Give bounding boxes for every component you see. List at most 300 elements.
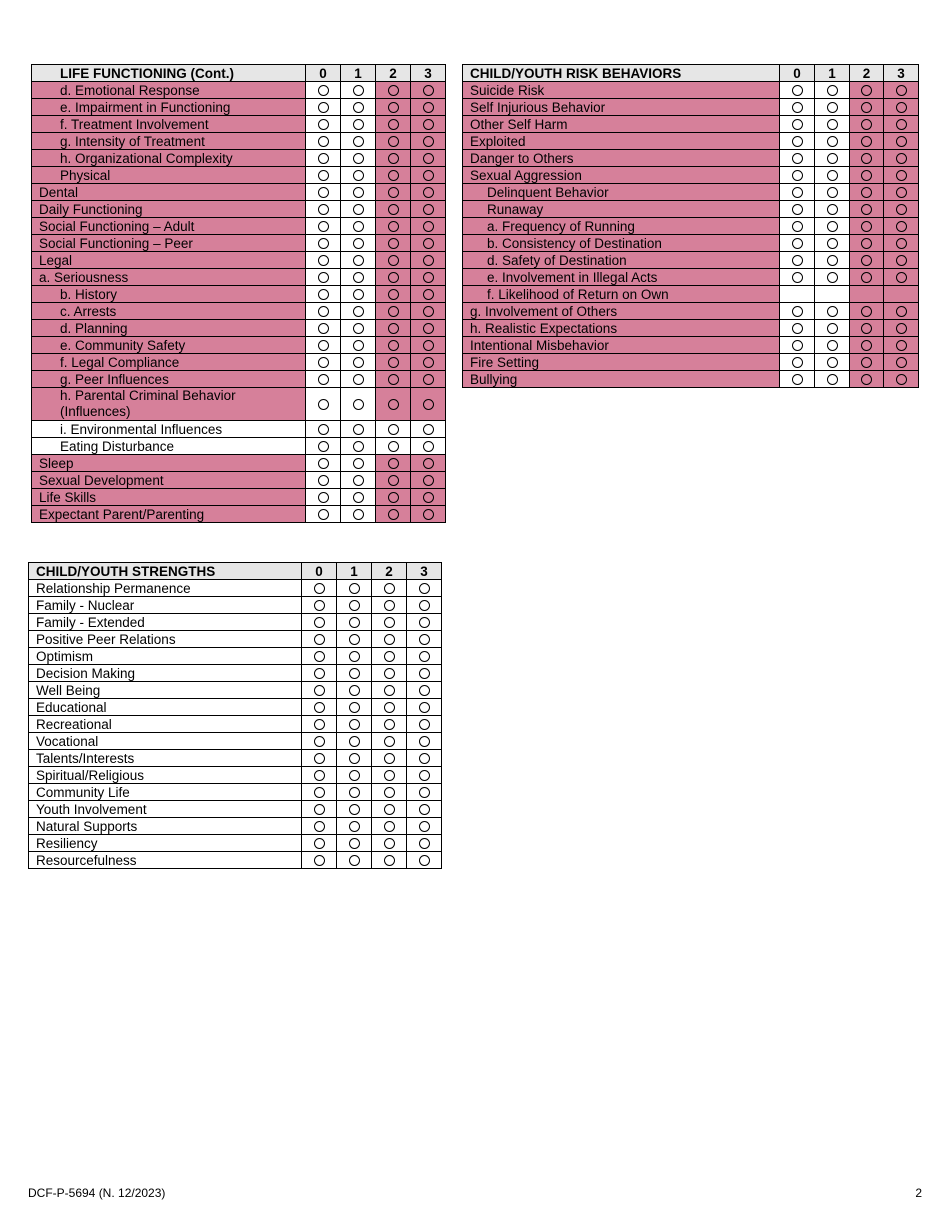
rating-radio-2[interactable]	[388, 399, 399, 410]
rating-radio-1[interactable]	[349, 821, 360, 832]
rating-radio-1[interactable]	[353, 340, 364, 351]
rating-cell-0	[306, 252, 341, 269]
item-label: e. Involvement in Illegal Acts	[463, 269, 780, 286]
rating-radio-0[interactable]	[314, 600, 325, 611]
rating-radio-1[interactable]	[827, 357, 838, 368]
rating-radio-1[interactable]	[827, 136, 838, 147]
rating-radio-1[interactable]	[827, 340, 838, 351]
rating-cell-1	[815, 82, 850, 99]
rating-radio-3[interactable]	[423, 340, 434, 351]
rating-radio-2[interactable]	[861, 238, 872, 249]
rating-radio-0[interactable]	[314, 736, 325, 747]
rating-radio-3[interactable]	[423, 170, 434, 181]
rating-radio-1[interactable]	[827, 221, 838, 232]
rating-radio-0[interactable]	[792, 255, 803, 266]
column-header: 1	[337, 563, 372, 580]
rating-radio-2[interactable]	[388, 458, 399, 469]
rating-radio-1[interactable]	[349, 855, 360, 866]
rating-radio-3[interactable]	[419, 702, 430, 713]
rating-radio-3[interactable]	[896, 272, 907, 283]
rating-radio-3[interactable]	[896, 136, 907, 147]
rating-radio-1[interactable]	[349, 668, 360, 679]
rating-radio-1[interactable]	[827, 119, 838, 130]
rating-radio-3[interactable]	[419, 634, 430, 645]
rating-radio-3[interactable]	[419, 753, 430, 764]
rating-radio-2[interactable]	[384, 668, 395, 679]
rating-radio-1[interactable]	[827, 323, 838, 334]
rating-radio-0[interactable]	[792, 102, 803, 113]
rating-radio-0[interactable]	[318, 323, 329, 334]
rating-radio-1[interactable]	[353, 153, 364, 164]
rating-radio-1[interactable]	[353, 458, 364, 469]
rating-cell-2	[372, 818, 407, 835]
rating-radio-2[interactable]	[384, 702, 395, 713]
rating-radio-2[interactable]	[384, 787, 395, 798]
rating-radio-1[interactable]	[827, 187, 838, 198]
rating-radio-0[interactable]	[318, 458, 329, 469]
rating-radio-2[interactable]	[861, 323, 872, 334]
table-row	[32, 371, 446, 388]
rating-radio-1[interactable]	[353, 492, 364, 503]
rating-radio-0[interactable]	[318, 492, 329, 503]
table-row	[32, 269, 446, 286]
rating-radio-2[interactable]	[861, 255, 872, 266]
rating-radio-2[interactable]	[384, 770, 395, 781]
rating-radio-0[interactable]	[314, 787, 325, 798]
rating-radio-3[interactable]	[896, 340, 907, 351]
rating-radio-0[interactable]	[318, 399, 329, 410]
rating-radio-0[interactable]	[314, 804, 325, 815]
rating-radio-0[interactable]	[314, 753, 325, 764]
rating-radio-2[interactable]	[388, 85, 399, 96]
rating-radio-1[interactable]	[349, 787, 360, 798]
rating-radio-0[interactable]	[318, 475, 329, 486]
rating-radio-3[interactable]	[896, 357, 907, 368]
rating-radio-2[interactable]	[388, 475, 399, 486]
rating-radio-2[interactable]	[861, 136, 872, 147]
rating-radio-0[interactable]	[792, 272, 803, 283]
rating-radio-1[interactable]	[349, 770, 360, 781]
rating-radio-1[interactable]	[353, 289, 364, 300]
rating-radio-2[interactable]	[388, 119, 399, 130]
rating-radio-0[interactable]	[792, 136, 803, 147]
rating-radio-1[interactable]	[827, 204, 838, 215]
rating-radio-1[interactable]	[353, 306, 364, 317]
rating-radio-0[interactable]	[792, 119, 803, 130]
rating-radio-2[interactable]	[388, 170, 399, 181]
rating-radio-2[interactable]	[384, 617, 395, 628]
rating-radio-0[interactable]	[314, 821, 325, 832]
rating-radio-1[interactable]	[827, 272, 838, 283]
table-row	[29, 614, 442, 631]
rating-cell-2	[372, 835, 407, 852]
rating-radio-1[interactable]	[827, 306, 838, 317]
table-row	[32, 388, 446, 421]
rating-radio-2[interactable]	[388, 357, 399, 368]
rating-radio-0[interactable]	[792, 221, 803, 232]
rating-radio-2[interactable]	[388, 424, 399, 435]
rating-radio-0[interactable]	[792, 340, 803, 351]
rating-radio-2[interactable]	[388, 272, 399, 283]
rating-radio-2[interactable]	[861, 187, 872, 198]
item-label: Delinquent Behavior	[463, 184, 780, 201]
rating-radio-0[interactable]	[314, 685, 325, 696]
rating-radio-3[interactable]	[419, 787, 430, 798]
rating-radio-2[interactable]	[388, 509, 399, 520]
rating-radio-2[interactable]	[384, 753, 395, 764]
rating-radio-2[interactable]	[388, 289, 399, 300]
rating-cell-2	[850, 371, 884, 388]
rating-cell-2	[376, 472, 411, 489]
rating-radio-3[interactable]	[419, 770, 430, 781]
rating-radio-1[interactable]	[353, 509, 364, 520]
rating-radio-1[interactable]	[349, 685, 360, 696]
rating-radio-3[interactable]	[423, 306, 434, 317]
rating-radio-1[interactable]	[349, 583, 360, 594]
rating-radio-1[interactable]	[353, 272, 364, 283]
rating-radio-0[interactable]	[314, 634, 325, 645]
rating-radio-0[interactable]	[318, 340, 329, 351]
rating-radio-1[interactable]	[827, 170, 838, 181]
rating-radio-3[interactable]	[423, 424, 434, 435]
rating-radio-2[interactable]	[388, 441, 399, 452]
rating-cell-2	[376, 252, 411, 269]
rating-radio-3[interactable]	[419, 821, 430, 832]
rating-radio-3[interactable]	[419, 668, 430, 679]
rating-cell-0	[780, 99, 815, 116]
rating-radio-3[interactable]	[423, 323, 434, 334]
rating-radio-0[interactable]	[318, 509, 329, 520]
rating-radio-0[interactable]	[318, 255, 329, 266]
rating-radio-2[interactable]	[384, 821, 395, 832]
rating-radio-2[interactable]	[388, 238, 399, 249]
rating-radio-3[interactable]	[423, 475, 434, 486]
rating-radio-2[interactable]	[388, 221, 399, 232]
rating-cell-3	[884, 269, 919, 286]
rating-radio-3[interactable]	[423, 509, 434, 520]
rating-radio-2[interactable]	[388, 102, 399, 113]
rating-radio-0[interactable]	[318, 136, 329, 147]
rating-radio-3[interactable]	[423, 187, 434, 198]
rating-cell-0	[306, 303, 341, 320]
rating-radio-0[interactable]	[314, 617, 325, 628]
rating-cell-3	[407, 767, 442, 784]
rating-radio-2[interactable]	[861, 85, 872, 96]
rating-cell-1	[341, 371, 376, 388]
rating-radio-1[interactable]	[827, 255, 838, 266]
rating-cell-2	[376, 303, 411, 320]
rating-radio-0[interactable]	[318, 102, 329, 113]
rating-cell-3	[884, 133, 919, 150]
rating-radio-0[interactable]	[314, 719, 325, 730]
rating-radio-0[interactable]	[792, 153, 803, 164]
rating-radio-2[interactable]	[861, 170, 872, 181]
rating-radio-3[interactable]	[423, 441, 434, 452]
rating-radio-3[interactable]	[419, 855, 430, 866]
rating-radio-3[interactable]	[423, 374, 434, 385]
rating-radio-0[interactable]	[318, 204, 329, 215]
rating-radio-2[interactable]	[388, 306, 399, 317]
rating-radio-1[interactable]	[353, 136, 364, 147]
rating-radio-1[interactable]	[827, 374, 838, 385]
rating-radio-1[interactable]	[353, 187, 364, 198]
rating-radio-0[interactable]	[314, 651, 325, 662]
rating-radio-1[interactable]	[349, 702, 360, 713]
table-row	[463, 167, 919, 184]
rating-radio-1[interactable]	[353, 441, 364, 452]
rating-radio-2[interactable]	[861, 119, 872, 130]
table-row	[463, 303, 919, 320]
rating-radio-3[interactable]	[896, 153, 907, 164]
rating-radio-0[interactable]	[792, 85, 803, 96]
table-row	[463, 354, 919, 371]
rating-cell-3	[411, 116, 446, 133]
rating-radio-3[interactable]	[423, 289, 434, 300]
rating-radio-3[interactable]	[423, 399, 434, 410]
rating-radio-2[interactable]	[388, 323, 399, 334]
rating-radio-3[interactable]	[423, 136, 434, 147]
rating-radio-3[interactable]	[419, 600, 430, 611]
item-label: Exploited	[463, 133, 780, 150]
rating-radio-0[interactable]	[792, 323, 803, 334]
rating-radio-2[interactable]	[861, 374, 872, 385]
rating-radio-2[interactable]	[388, 153, 399, 164]
rating-cell-2	[850, 150, 884, 167]
rating-cell-2	[372, 597, 407, 614]
item-label: g. Intensity of Treatment	[32, 133, 306, 150]
rating-radio-0[interactable]	[314, 668, 325, 679]
rating-radio-1[interactable]	[353, 102, 364, 113]
rating-cell-1	[337, 835, 372, 852]
rating-radio-2[interactable]	[388, 255, 399, 266]
table-row	[463, 269, 919, 286]
rating-radio-0[interactable]	[314, 770, 325, 781]
rating-radio-2[interactable]	[861, 306, 872, 317]
rating-radio-0[interactable]	[318, 153, 329, 164]
rating-radio-0[interactable]	[314, 838, 325, 849]
rating-cell-3	[407, 801, 442, 818]
rating-radio-1[interactable]	[353, 85, 364, 96]
rating-radio-3[interactable]	[896, 323, 907, 334]
rating-radio-2[interactable]	[388, 492, 399, 503]
rating-radio-2[interactable]	[384, 855, 395, 866]
rating-radio-2[interactable]	[388, 204, 399, 215]
rating-cell-0	[306, 421, 341, 438]
rating-radio-2[interactable]	[384, 804, 395, 815]
item-label: g. Peer Influences	[32, 371, 306, 388]
rating-cell-3	[411, 167, 446, 184]
rating-radio-0[interactable]	[318, 441, 329, 452]
rating-radio-2[interactable]	[388, 340, 399, 351]
rating-radio-3[interactable]	[423, 238, 434, 249]
table-row	[32, 116, 446, 133]
item-label: Bullying	[463, 371, 780, 388]
rating-radio-1[interactable]	[353, 475, 364, 486]
rating-cell-2	[372, 614, 407, 631]
rating-radio-1[interactable]	[349, 600, 360, 611]
rating-radio-3[interactable]	[419, 583, 430, 594]
table-row	[29, 733, 442, 750]
rating-radio-1[interactable]	[349, 719, 360, 730]
rating-radio-2[interactable]	[384, 685, 395, 696]
rating-radio-1[interactable]	[349, 838, 360, 849]
rating-radio-0[interactable]	[792, 357, 803, 368]
rating-radio-2[interactable]	[861, 221, 872, 232]
rating-cell-2	[376, 489, 411, 506]
rating-cell-2	[850, 286, 884, 303]
rating-cell-3	[884, 99, 919, 116]
rating-radio-2[interactable]	[384, 634, 395, 645]
rating-radio-2[interactable]	[384, 838, 395, 849]
rating-radio-0[interactable]	[318, 424, 329, 435]
rating-radio-0[interactable]	[318, 238, 329, 249]
rating-radio-3[interactable]	[423, 255, 434, 266]
rating-radio-1[interactable]	[349, 804, 360, 815]
rating-cell-2	[376, 320, 411, 337]
rating-radio-0[interactable]	[318, 272, 329, 283]
rating-radio-2[interactable]	[388, 187, 399, 198]
rating-cell-2	[376, 354, 411, 371]
rating-radio-1[interactable]	[353, 399, 364, 410]
rating-radio-0[interactable]	[318, 289, 329, 300]
rating-radio-2[interactable]	[384, 600, 395, 611]
rating-cell-2	[376, 82, 411, 99]
rating-cell-1	[341, 320, 376, 337]
rating-radio-1[interactable]	[353, 374, 364, 385]
rating-radio-0[interactable]	[792, 238, 803, 249]
rating-radio-3[interactable]	[423, 458, 434, 469]
rating-radio-1[interactable]	[349, 651, 360, 662]
rating-radio-3[interactable]	[896, 85, 907, 96]
rating-radio-3[interactable]	[419, 617, 430, 628]
rating-radio-3[interactable]	[423, 357, 434, 368]
rating-radio-3[interactable]	[896, 102, 907, 113]
rating-radio-2[interactable]	[388, 136, 399, 147]
rating-radio-2[interactable]	[384, 651, 395, 662]
rating-radio-3[interactable]	[896, 374, 907, 385]
rating-radio-0[interactable]	[314, 702, 325, 713]
rating-radio-3[interactable]	[423, 85, 434, 96]
rating-radio-1[interactable]	[353, 204, 364, 215]
rating-radio-1[interactable]	[349, 617, 360, 628]
rating-radio-3[interactable]	[896, 255, 907, 266]
rating-radio-0[interactable]	[792, 187, 803, 198]
rating-radio-3[interactable]	[896, 306, 907, 317]
rating-radio-3[interactable]	[423, 119, 434, 130]
rating-radio-1[interactable]	[349, 753, 360, 764]
rating-cell-0	[302, 818, 337, 835]
rating-radio-0[interactable]	[318, 170, 329, 181]
rating-cell-0	[302, 580, 337, 597]
rating-radio-3[interactable]	[423, 153, 434, 164]
rating-radio-3[interactable]	[419, 651, 430, 662]
table-header-row	[29, 563, 442, 580]
rating-cell-0	[306, 337, 341, 354]
rating-radio-1[interactable]	[353, 255, 364, 266]
rating-cell-2	[372, 784, 407, 801]
rating-radio-3[interactable]	[896, 238, 907, 249]
rating-cell-1	[341, 133, 376, 150]
rating-radio-0[interactable]	[318, 85, 329, 96]
rating-radio-1[interactable]	[353, 170, 364, 181]
rating-radio-3[interactable]	[896, 221, 907, 232]
rating-cell-1	[337, 852, 372, 869]
rating-radio-2[interactable]	[384, 719, 395, 730]
rating-radio-3[interactable]	[896, 187, 907, 198]
rating-radio-0[interactable]	[318, 119, 329, 130]
table-row	[29, 648, 442, 665]
rating-radio-2[interactable]	[861, 357, 872, 368]
rating-radio-0[interactable]	[314, 583, 325, 594]
rating-radio-3[interactable]	[896, 204, 907, 215]
table-row	[32, 303, 446, 320]
rating-radio-0[interactable]	[792, 204, 803, 215]
rating-radio-1[interactable]	[827, 153, 838, 164]
rating-radio-0[interactable]	[792, 306, 803, 317]
rating-cell-3	[407, 733, 442, 750]
rating-radio-0[interactable]	[318, 306, 329, 317]
rating-radio-3[interactable]	[419, 719, 430, 730]
rating-radio-1[interactable]	[353, 119, 364, 130]
rating-radio-3[interactable]	[419, 736, 430, 747]
rating-radio-2[interactable]	[384, 583, 395, 594]
rating-radio-2[interactable]	[861, 102, 872, 113]
rating-radio-0[interactable]	[792, 374, 803, 385]
rating-radio-3[interactable]	[423, 204, 434, 215]
rating-radio-2[interactable]	[861, 340, 872, 351]
rating-radio-0[interactable]	[792, 170, 803, 181]
rating-radio-2[interactable]	[861, 272, 872, 283]
rating-radio-3[interactable]	[419, 685, 430, 696]
rating-cell-2	[376, 286, 411, 303]
rating-radio-1[interactable]	[349, 736, 360, 747]
rating-cell-2	[850, 201, 884, 218]
rating-radio-0[interactable]	[318, 357, 329, 368]
rating-radio-1[interactable]	[353, 323, 364, 334]
rating-radio-3[interactable]	[423, 272, 434, 283]
rating-radio-3[interactable]	[896, 170, 907, 181]
rating-radio-1[interactable]	[827, 102, 838, 113]
rating-radio-3[interactable]	[423, 221, 434, 232]
rating-radio-0[interactable]	[318, 221, 329, 232]
rating-radio-0[interactable]	[318, 187, 329, 198]
rating-cell-1	[337, 784, 372, 801]
rating-radio-3[interactable]	[423, 102, 434, 113]
rating-radio-1[interactable]	[353, 357, 364, 368]
rating-radio-1[interactable]	[353, 424, 364, 435]
rating-radio-0[interactable]	[314, 855, 325, 866]
rating-radio-3[interactable]	[419, 804, 430, 815]
rating-radio-3[interactable]	[423, 492, 434, 503]
rating-radio-1[interactable]	[827, 238, 838, 249]
rating-radio-0[interactable]	[318, 374, 329, 385]
table-row	[32, 320, 446, 337]
table-row	[29, 767, 442, 784]
rating-radio-1[interactable]	[349, 634, 360, 645]
rating-radio-1[interactable]	[827, 85, 838, 96]
rating-cell-1	[337, 597, 372, 614]
rating-radio-1[interactable]	[353, 221, 364, 232]
rating-radio-3[interactable]	[896, 119, 907, 130]
rating-radio-2[interactable]	[384, 736, 395, 747]
rating-radio-2[interactable]	[388, 374, 399, 385]
rating-radio-1[interactable]	[353, 238, 364, 249]
table-row	[463, 201, 919, 218]
rating-radio-3[interactable]	[419, 838, 430, 849]
rating-radio-2[interactable]	[861, 204, 872, 215]
risk-behaviors-table	[462, 64, 919, 388]
rating-radio-2[interactable]	[861, 153, 872, 164]
